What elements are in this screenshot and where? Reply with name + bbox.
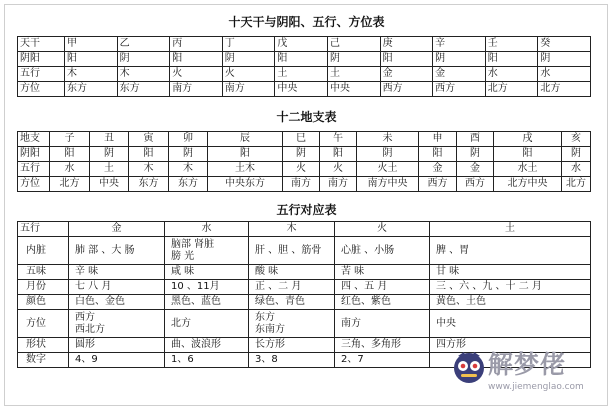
table-cell: 金 — [419, 162, 457, 177]
table-cell: 壬 — [485, 37, 538, 52]
table-cell: 阴 — [222, 52, 275, 67]
table-cell: 火 — [283, 162, 320, 177]
table-cell: 北方中央 — [494, 177, 562, 192]
row-label: 五味 — [18, 265, 69, 280]
table-cell: 金 — [380, 67, 433, 82]
table-cell: 阴 — [357, 147, 419, 162]
table-cell: 阳 — [208, 147, 283, 162]
table-cell: 乙 — [117, 37, 170, 52]
row-label: 地支 — [18, 132, 50, 147]
table-cell: 西方 — [433, 82, 486, 97]
table-cell: 西方 — [457, 177, 494, 192]
table-cell: 酸 味 — [249, 265, 335, 280]
table-cell: 苦 味 — [335, 265, 430, 280]
column-header: 火 — [335, 222, 430, 237]
table-cell: 南方中央 — [357, 177, 419, 192]
row-label: 阴阳 — [18, 147, 50, 162]
heavenly-stems-table — [17, 36, 591, 97]
table-cell: 水 — [50, 162, 90, 177]
row-label: 方位 — [18, 82, 65, 97]
table-cell: 甘 味 — [430, 265, 591, 280]
table-cell: 四方形 — [430, 338, 591, 353]
table-cell: 阳 — [170, 52, 223, 67]
table-cell: 10 、11月 — [165, 280, 249, 295]
table-cell: 阳 — [320, 147, 357, 162]
table-cell: 长方形 — [249, 338, 335, 353]
table-cell: 辛 味 — [69, 265, 165, 280]
table-cell: 水 — [562, 162, 591, 177]
table-cell: 阴 — [457, 147, 494, 162]
table-row — [18, 147, 591, 162]
table-cell: 三角、多角形 — [335, 338, 430, 353]
table-row — [18, 82, 591, 97]
table-cell: 东方 — [169, 177, 208, 192]
table-cell: 南方 — [335, 310, 430, 338]
row-label: 形状 — [18, 338, 69, 353]
table-cell: 癸 — [538, 37, 591, 52]
table-cell: 白色、金色 — [69, 295, 165, 310]
table-cell: 金 — [457, 162, 494, 177]
table-cell: 木 — [65, 67, 118, 82]
row-label: 五行 — [18, 162, 50, 177]
table-cell: 阴 — [169, 147, 208, 162]
table-cell: 阳 — [419, 147, 457, 162]
table-cell: 庚 — [380, 37, 433, 52]
table-row — [18, 280, 591, 295]
row-label: 月份 — [18, 280, 69, 295]
row-label: 颜色 — [18, 295, 69, 310]
table-cell: 亥 — [562, 132, 591, 147]
table-row — [18, 295, 591, 310]
table-cell: 南方 — [222, 82, 275, 97]
table-cell: 金 — [433, 67, 486, 82]
table-cell: 阳 — [50, 147, 90, 162]
table-cell: 2、7 — [335, 353, 430, 368]
table-row — [18, 37, 591, 52]
table-cell: 西方 西北方 — [69, 310, 165, 338]
table-cell: 红色、紫色 — [335, 295, 430, 310]
table-cell: 四 、五 月 — [335, 280, 430, 295]
table-row — [18, 132, 591, 147]
row-label: 阴阳 — [18, 52, 65, 67]
table-cell: 中央 — [90, 177, 129, 192]
row-label: 方位 — [18, 310, 69, 338]
table3-title: 五行对应表 — [276, 203, 337, 217]
table-cell: 肺 部 、大 肠 — [69, 237, 165, 265]
row-label: 内脏 — [18, 237, 69, 265]
table-cell: 绿色、青色 — [249, 295, 335, 310]
table-row — [18, 265, 591, 280]
mascot-logo-icon — [452, 350, 486, 384]
column-header: 水 — [165, 222, 249, 237]
table-cell: 阳 — [380, 52, 433, 67]
table-cell: 辰 — [208, 132, 283, 147]
table-cell: 东方 — [65, 82, 118, 97]
watermark-url: www.jiemenglao.com — [488, 382, 584, 392]
table-cell: 阳 — [275, 52, 328, 67]
table-cell: 北方 — [165, 310, 249, 338]
table-cell: 肝 、胆 、筋骨 — [249, 237, 335, 265]
table-cell: 土 — [327, 67, 380, 82]
table-cell: 东方 东南方 — [249, 310, 335, 338]
table-cell: 阴 — [117, 52, 170, 67]
table-cell: 丑 — [90, 132, 129, 147]
table-cell: 丙 — [170, 37, 223, 52]
table-cell: 阳 — [65, 52, 118, 67]
table-cell: 中央 — [430, 310, 591, 338]
table-cell: 土 — [90, 162, 129, 177]
table-cell: 南方 — [283, 177, 320, 192]
table-cell: 阴 — [433, 52, 486, 67]
table-cell: 中央 — [275, 82, 328, 97]
table-cell: 黑色、蓝色 — [165, 295, 249, 310]
table-cell: 阴 — [538, 52, 591, 67]
five-elements-table — [17, 221, 591, 368]
table-cell: 北方 — [562, 177, 591, 192]
table-cell: 东方 — [117, 82, 170, 97]
table-cell: 北方 — [50, 177, 90, 192]
table-cell: 圆形 — [69, 338, 165, 353]
table-cell: 心脏 、小肠 — [335, 237, 430, 265]
table-cell: 辛 — [433, 37, 486, 52]
table-cell: 西方 — [380, 82, 433, 97]
table-cell: 甲 — [65, 37, 118, 52]
table-cell: 木 — [169, 162, 208, 177]
watermark-brand: 解梦佬 — [488, 350, 567, 379]
table-cell: 三 、六 、九 、十 二 月 — [430, 280, 591, 295]
table-cell: 黄色、土色 — [430, 295, 591, 310]
table-row — [18, 177, 591, 192]
column-header: 土 — [430, 222, 591, 237]
table-cell: 子 — [50, 132, 90, 147]
table-cell: 咸 味 — [165, 265, 249, 280]
table-cell: 阴 — [283, 147, 320, 162]
table2-title: 十二地支表 — [276, 110, 337, 124]
table-row — [18, 67, 591, 82]
table-cell: 水土 — [494, 162, 562, 177]
table-cell: 北方 — [538, 82, 591, 97]
row-label: 方位 — [18, 177, 50, 192]
table-cell: 脾 、胃 — [430, 237, 591, 265]
table-cell: 火 — [170, 67, 223, 82]
table-cell: 中央东方 — [208, 177, 283, 192]
table-cell: 寅 — [129, 132, 169, 147]
table-cell: 火 — [320, 162, 357, 177]
table-row — [18, 162, 591, 177]
table-row — [18, 237, 591, 265]
table-row — [18, 52, 591, 67]
table-cell: 阳 — [494, 147, 562, 162]
earthly-branches-table — [17, 131, 591, 192]
table-cell: 木 — [117, 67, 170, 82]
table-cell: 阴 — [327, 52, 380, 67]
table-cell: 中央 — [327, 82, 380, 97]
table-cell: 阴 — [562, 147, 591, 162]
table-cell: 巳 — [283, 132, 320, 147]
table-cell: 北方 — [485, 82, 538, 97]
table-cell: 午 — [320, 132, 357, 147]
table-cell: 3、8 — [249, 353, 335, 368]
table-cell: 阴 — [90, 147, 129, 162]
table-cell: 申 — [419, 132, 457, 147]
table-cell: 己 — [327, 37, 380, 52]
table-cell: 七 八 月 — [69, 280, 165, 295]
table1-title: 十天干与阴阳、五行、方位表 — [228, 15, 385, 29]
table-cell: 戌 — [494, 132, 562, 147]
table-cell: 阳 — [129, 147, 169, 162]
column-header: 金 — [69, 222, 165, 237]
table-cell: 水 — [538, 67, 591, 82]
table-cell: 木 — [129, 162, 169, 177]
table-cell: 戊 — [275, 37, 328, 52]
table-cell: 火土 — [357, 162, 419, 177]
table-cell: 土 — [275, 67, 328, 82]
table-cell: 火 — [222, 67, 275, 82]
row-label: 数字 — [18, 353, 69, 368]
table-cell: 酉 — [457, 132, 494, 147]
table-header-row — [18, 222, 591, 237]
table-row — [18, 310, 591, 338]
table-cell: 土木 — [208, 162, 283, 177]
table-cell: 未 — [357, 132, 419, 147]
row-label: 五行 — [18, 67, 65, 82]
table-cell: 水 — [485, 67, 538, 82]
table-cell: 卯 — [169, 132, 208, 147]
table-cell: 4、9 — [69, 353, 165, 368]
table-cell: 脑部 肾脏 膀 光 — [165, 237, 249, 265]
table-cell: 丁 — [222, 37, 275, 52]
table-cell: 正 、二 月 — [249, 280, 335, 295]
table-cell: 阳 — [485, 52, 538, 67]
table-cell: 东方 — [129, 177, 169, 192]
table-cell: 南方 — [170, 82, 223, 97]
row-label: 天干 — [18, 37, 65, 52]
table-cell: 西方 — [419, 177, 457, 192]
table-cell: 曲、波浪形 — [165, 338, 249, 353]
column-header: 五行 — [18, 222, 69, 237]
column-header: 木 — [249, 222, 335, 237]
table-cell: 南方 — [320, 177, 357, 192]
table-cell: 1、6 — [165, 353, 249, 368]
